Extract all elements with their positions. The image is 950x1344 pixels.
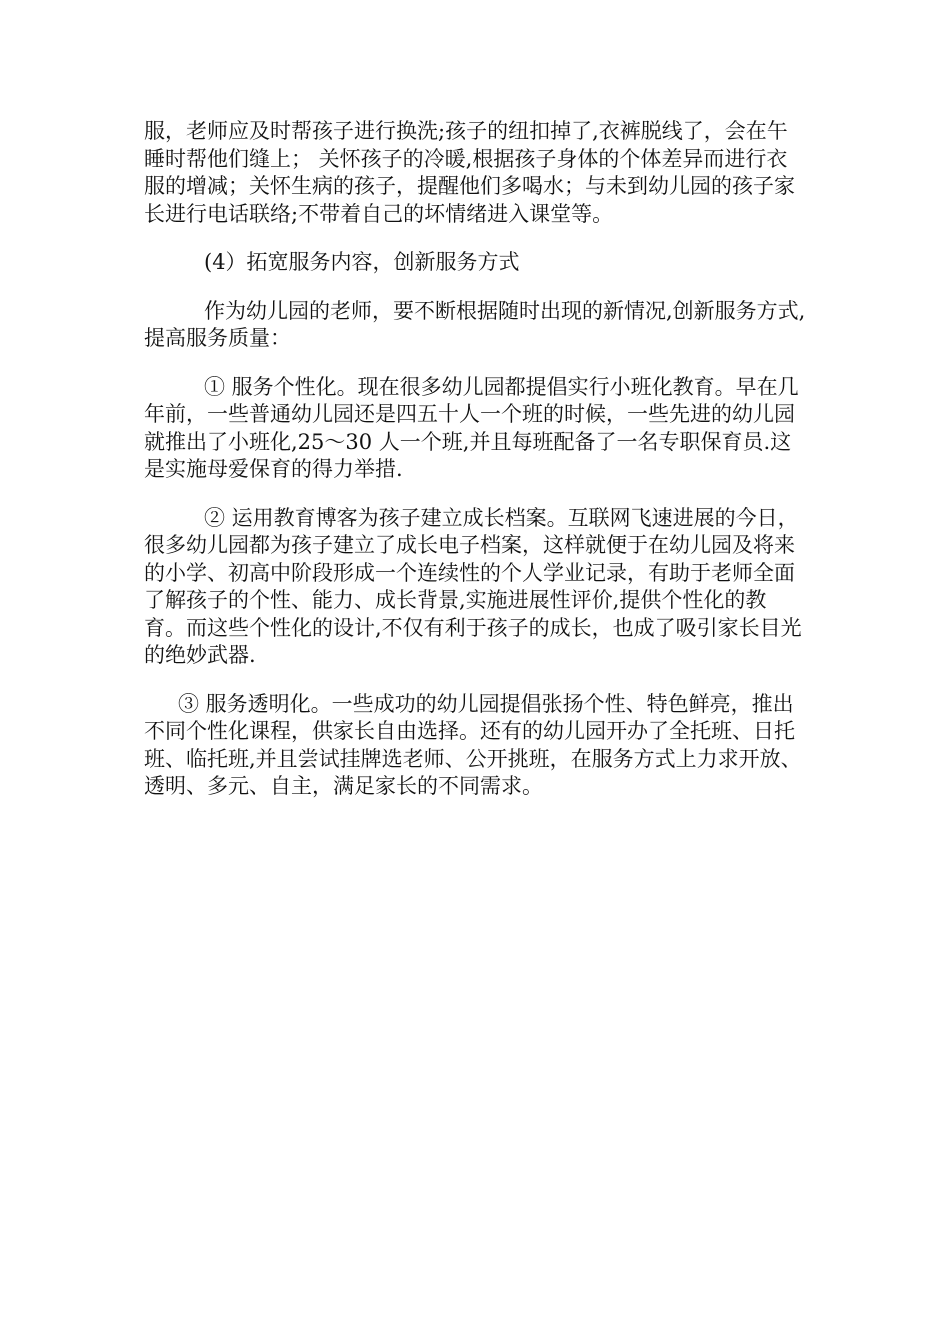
list-item-growth-archive: ② 运用教育博客为孩子建立成长档案。互联网飞速进展的今日，很多幼儿园都为孩子建立了成长电子档案，这样就便于在幼儿园及将来的小学、初高中阶段形成一个连续性的个人学业记录，有助于老师全面了解孩子的个性、能力、成长背景,实施进展性评价,提供个性化的教育。而这些个性化的设计,不仅有利于孩子的成长，也成了吸引家长目光的绝妙武器. bbox=[144, 505, 802, 667]
list-item-personalization: ① 服务个性化。现在很多幼儿园都提倡实行小班化教育。早在几年前，一些普通幼儿园还是四五十人一个班的时候，一些先进的幼儿园就推出了小班化,25～30 人一个班,并且每班配备了一名专职保育员.这是实施母爱保育的得力举措. bbox=[144, 374, 799, 481]
section-heading: (4）拓宽服务内容，创新服务方式 bbox=[204, 250, 520, 274]
paragraph-intro: 作为幼儿园的老师，要不断根据随时出现的新情况,创新服务方式,提高服务质量： bbox=[144, 298, 806, 350]
document-body bbox=[144, 118, 806, 801]
paragraph-continuation: 服，老师应及时帮孩子进行换洗;孩子的纽扣掉了,衣裤脱线了，会在午睡时帮他们缝上； 关怀孩子的冷暖,根据孩子身体的个体差异而进行衣服的增减；关怀生病的孩子，提醒他们多喝水；与未到幼儿园的孩子家长进行电话联络;不带着自己的坏情绪进入课堂等。 bbox=[144, 119, 795, 226]
list-item-transparency: ③ 服务透明化。一些成功的幼儿园提倡张扬个性、特色鲜亮，推出不同个性化课程，供家长自由选择。还有的幼儿园开办了全托班、日托班、临托班,并且尝试挂牌选老师、公开挑班，在服务方式上力求开放、透明、多元、自主，满足家长的不同需求。 bbox=[144, 691, 802, 798]
